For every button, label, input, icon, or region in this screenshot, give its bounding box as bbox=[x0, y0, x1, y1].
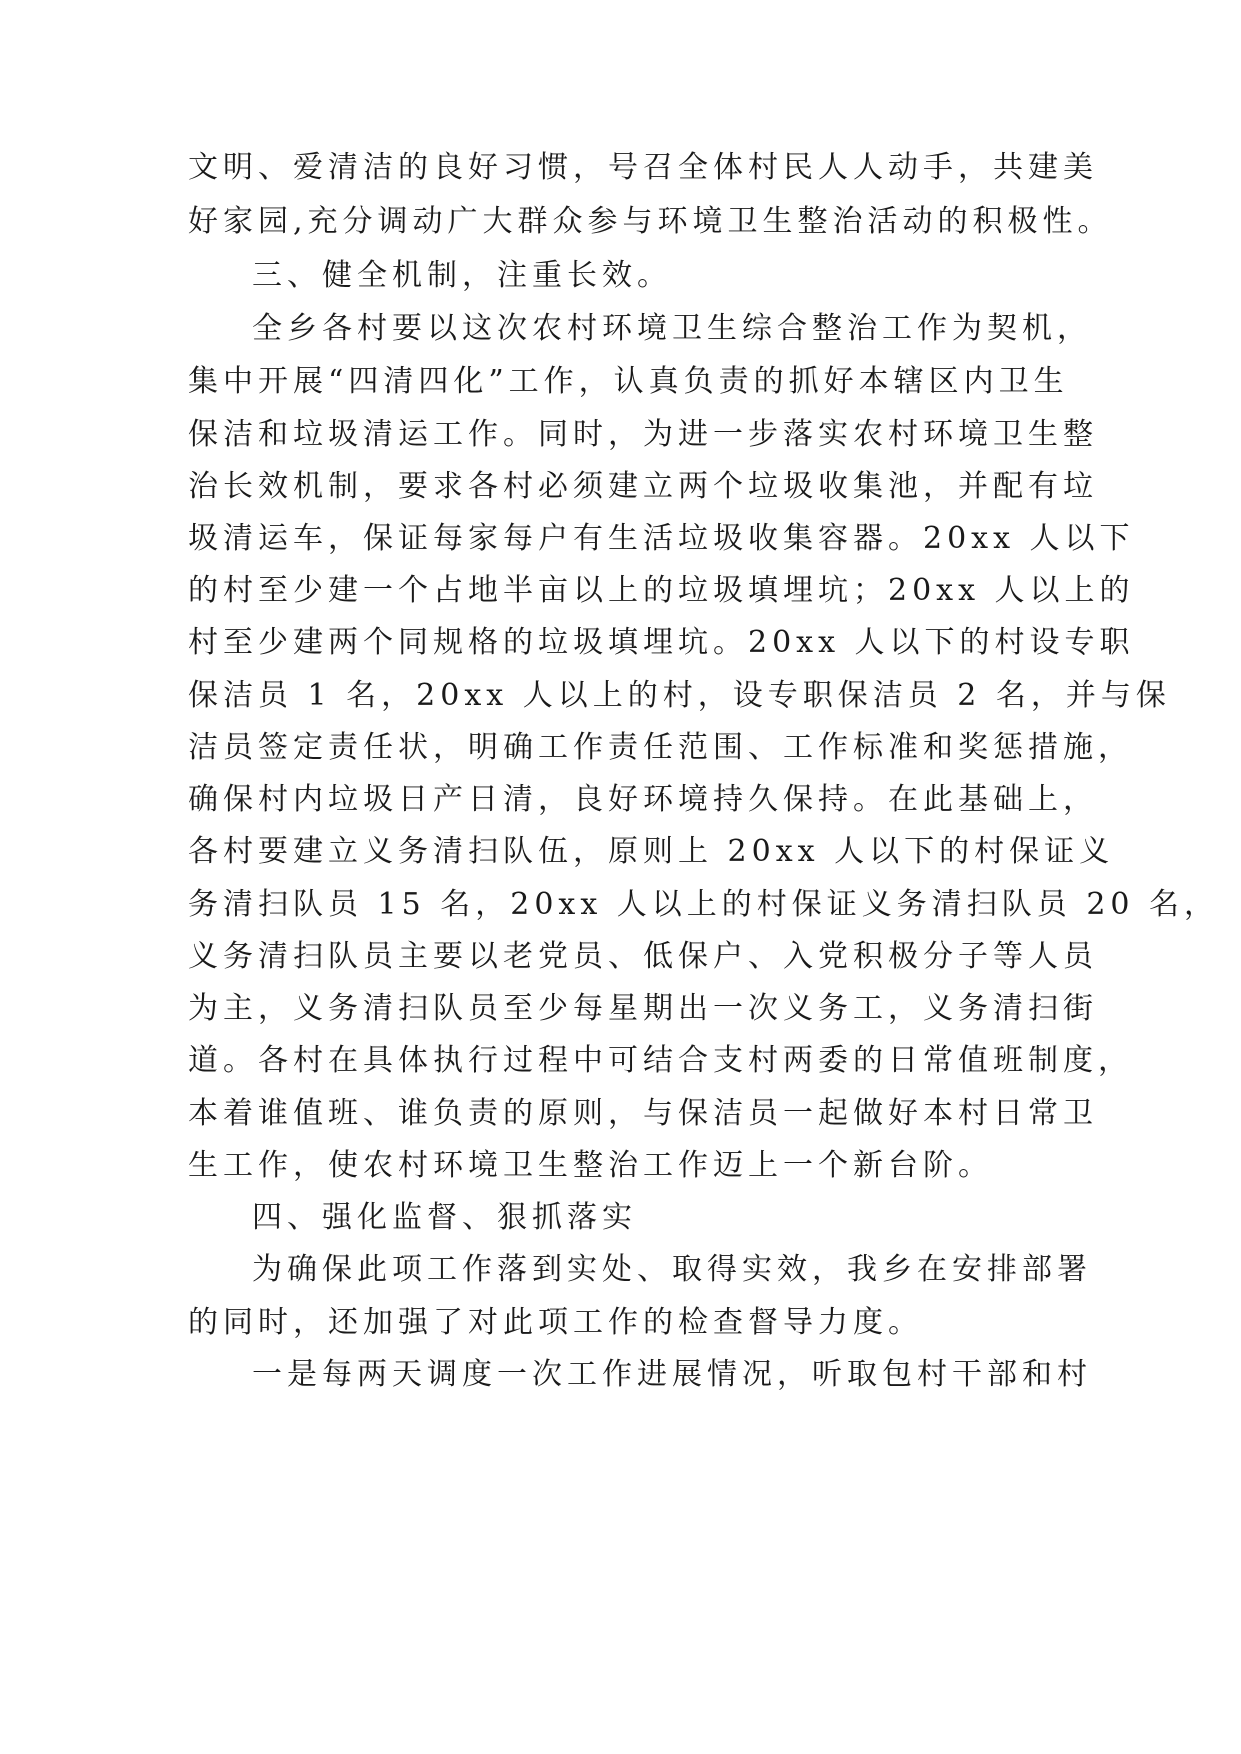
text-line: 确保村内垃圾日产日清，良好环境持久保持。在此基础上， bbox=[188, 782, 1098, 817]
text-line: 为主，义务清扫队员至少每星期出一次义务工，义务清扫街 bbox=[188, 991, 1098, 1026]
text-line: 全乡各村要以这次农村环境卫生综合整治工作为契机， bbox=[252, 311, 1092, 346]
text-line: 洁员签定责任状，明确工作责任范围、工作标准和奖惩措施， bbox=[188, 730, 1133, 765]
text-line: 各村要建立义务清扫队伍，原则上 20xx 人以下的村保证义 bbox=[188, 834, 1115, 869]
text-line: 保洁员 1 名，20xx 人以上的村，设专职保洁员 2 名，并与保 bbox=[188, 678, 1171, 713]
text-line: 文明、爱清洁的良好习惯，号召全体村民人人动手，共建美 bbox=[188, 150, 1098, 185]
section-heading: 四、强化监督、狠抓落实 bbox=[252, 1200, 637, 1235]
text-line: 集中开展“四清四化”工作，认真负责的抓好本辖区内卫生 bbox=[188, 364, 1069, 399]
text-line: 本着谁值班、谁负责的原则，与保洁员一起做好本村日常卫 bbox=[188, 1096, 1098, 1131]
text-line: 的同时，还加强了对此项工作的检查督导力度。 bbox=[188, 1305, 923, 1340]
text-line: 保洁和垃圾清运工作。同时，为进一步落实农村环境卫生整 bbox=[188, 417, 1098, 452]
text-line: 治长效机制，要求各村必须建立两个垃圾收集池，并配有垃 bbox=[188, 469, 1098, 504]
text-line: 圾清运车，保证每家每户有生活垃圾收集容器。20xx 人以下 bbox=[188, 521, 1135, 556]
text-line: 好家园,充分调动广大群众参与环境卫生整治活动的积极性。 bbox=[188, 204, 1113, 239]
text-line: 的村至少建一个占地半亩以上的垃圾填埋坑；20xx 人以上的 bbox=[188, 573, 1135, 608]
text-line: 村至少建两个同规格的垃圾填埋坑。20xx 人以下的村设专职 bbox=[188, 625, 1135, 660]
text-line: 生工作，使农村环境卫生整治工作迈上一个新台阶。 bbox=[188, 1148, 993, 1183]
text-line: 义务清扫队员主要以老党员、低保户、入党积极分子等人员 bbox=[188, 939, 1098, 974]
text-line: 务清扫队员 15 名，20xx 人以上的村保证义务清扫队员 20 名， bbox=[188, 887, 1220, 922]
section-heading: 三、健全机制，注重长效。 bbox=[252, 258, 672, 293]
text-line: 一是每两天调度一次工作进展情况，听取包村干部和村 bbox=[252, 1357, 1092, 1392]
text-line: 为确保此项工作落到实处、取得实效，我乡在安排部署 bbox=[252, 1252, 1092, 1287]
text-line: 道。各村在具体执行过程中可结合支村两委的日常值班制度， bbox=[188, 1043, 1133, 1078]
